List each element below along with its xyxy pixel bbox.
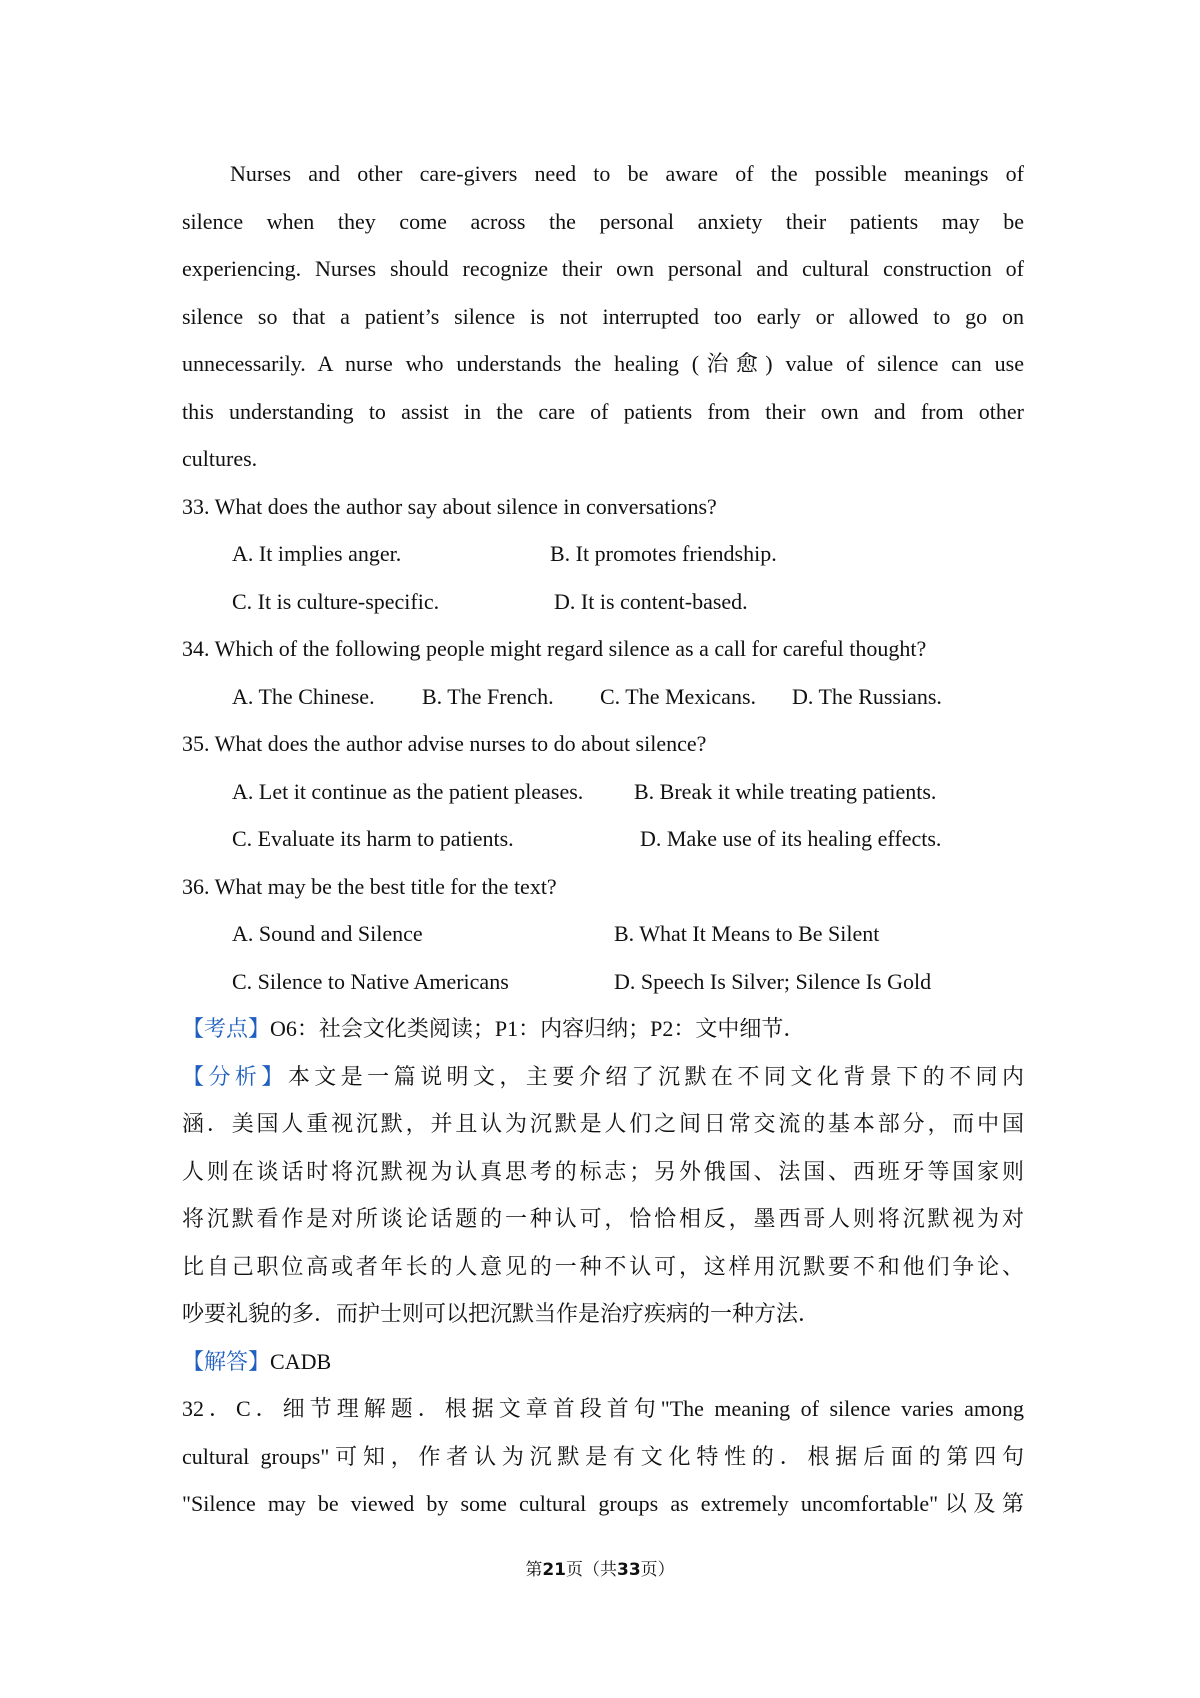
option-c: C. Evaluate its harm to patients. xyxy=(232,826,514,851)
option-a: A. Let it continue as the patient pleases. xyxy=(232,778,584,804)
passage-line: Nurses and other care-givers need to be aware of the possible meanings of xyxy=(230,161,1024,186)
fenxi-line: 将沉默看作是对所谈论话题的一种认可，恰恰相反，墨西哥人则将沉默视为对 xyxy=(182,1206,1024,1231)
option-row xyxy=(182,673,1024,721)
fenxi-line: 比自己职位高或者年长的人意见的一种不认可，这样用沉默要不和他们争论、 xyxy=(182,1253,1024,1279)
jieda-section xyxy=(182,1338,1024,1386)
question-35 xyxy=(182,720,1024,863)
fenxi-line: 涵．美国人重视沉默，并且认为沉默是人们之间日常交流的基本部分，而中国 xyxy=(182,1111,1024,1136)
fenxi-section xyxy=(182,1053,1024,1338)
option-d: D. It is content-based. xyxy=(554,588,748,614)
footer-prefix: 第 xyxy=(525,1560,543,1580)
jieda-tag: 【解答】 xyxy=(182,1348,271,1374)
option-row xyxy=(182,958,1024,1006)
passage-line: cultures. xyxy=(182,446,258,471)
kaodian-text: O6：社会文化类阅读；P1：内容归纳；P2：文中细节． xyxy=(270,1016,806,1041)
option-c: C. The Mexicans. xyxy=(600,683,757,709)
option-b: B. Break it while treating patients. xyxy=(634,778,937,804)
footer-middle: 页（共 xyxy=(566,1560,617,1580)
question-36 xyxy=(182,863,1024,1006)
passage-paragraph xyxy=(182,150,1024,483)
option-d: D. Speech Is Silver; Silence Is Gold xyxy=(614,968,932,994)
total-page-number: 33 xyxy=(617,1560,641,1580)
page-footer xyxy=(0,1555,1200,1580)
explanation-line: 32．C．细节理解题．根据文章首段首句"The meaning of silence varies among xyxy=(182,1396,1024,1421)
question-33 xyxy=(182,483,1024,626)
fenxi-line: 吵要礼貌的多．而护士则可以把沉默当作是治疗疾病的一种方法． xyxy=(182,1301,821,1326)
option-d: D. Make use of its healing effects. xyxy=(640,826,942,851)
explanation-line: "Silence may be viewed by some cultural groups as extremely uncomfortable"以及第 xyxy=(182,1491,1024,1516)
question-34 xyxy=(182,625,1024,720)
option-row xyxy=(182,530,1024,578)
question-stem: 33. What does the author say about silence in conversations? xyxy=(182,493,717,519)
question-stem: 35. What does the author advise nurses to do about silence? xyxy=(182,731,707,756)
question-stem: 34. Which of the following people might regard silence as a call for careful thought? xyxy=(182,636,927,661)
fenxi-line: 人则在谈话时将沉默视为认真思考的标志；另外俄国、法国、西班牙等国家则 xyxy=(182,1158,1024,1184)
passage-line: silence when they come across the personal anxiety their patients may be xyxy=(182,208,1024,234)
fenxi-line xyxy=(182,1053,1024,1101)
option-row xyxy=(182,578,1024,626)
explanation-line: cultural groups"可知，作者认为沉默是有文化特性的．根据后面的第四句 xyxy=(182,1443,1024,1469)
option-b: B. What It Means to Be Silent xyxy=(614,921,880,946)
option-row xyxy=(182,768,1024,816)
option-c: C. It is culture-specific. xyxy=(232,588,440,614)
passage-line: experiencing. Nurses should recognize their own personal and cultural construction of xyxy=(182,256,1024,281)
kaodian-section xyxy=(182,1005,1024,1053)
footer-suffix: 页） xyxy=(640,1560,675,1580)
option-a: A. It implies anger. xyxy=(232,541,402,566)
explanation-section xyxy=(182,1385,1024,1528)
option-b: B. The French. xyxy=(422,683,554,709)
option-a: A. The Chinese. xyxy=(232,683,375,709)
option-row xyxy=(182,815,1024,863)
option-c: C. Silence to Native Americans xyxy=(232,968,509,994)
question-stem: 36. What may be the best title for the text? xyxy=(182,873,557,899)
option-b: B. It promotes friendship. xyxy=(550,541,777,566)
passage-line: unnecessarily. A nurse who understands the healing (治愈) value of silence can use xyxy=(182,351,1024,376)
page-content xyxy=(182,150,1024,1528)
passage-line: this understanding to assist in the care of patients from their own and from other xyxy=(182,398,1024,424)
option-d: D. The Russians. xyxy=(792,683,942,709)
passage-line: silence so that a patient’s silence is not interrupted too early or allowed to go on xyxy=(182,303,1024,329)
jieda-answer: CADB xyxy=(270,1348,332,1374)
fenxi-text: 本文是一篇说明文，主要介绍了沉默在不同文化背景下的不同内 xyxy=(287,1063,1024,1089)
fenxi-tag: 【分析】 xyxy=(182,1063,288,1089)
option-row xyxy=(182,910,1024,958)
option-a: A. Sound and Silence xyxy=(232,921,423,946)
current-page-number: 21 xyxy=(542,1560,566,1580)
kaodian-tag: 【考点】 xyxy=(182,1016,271,1041)
